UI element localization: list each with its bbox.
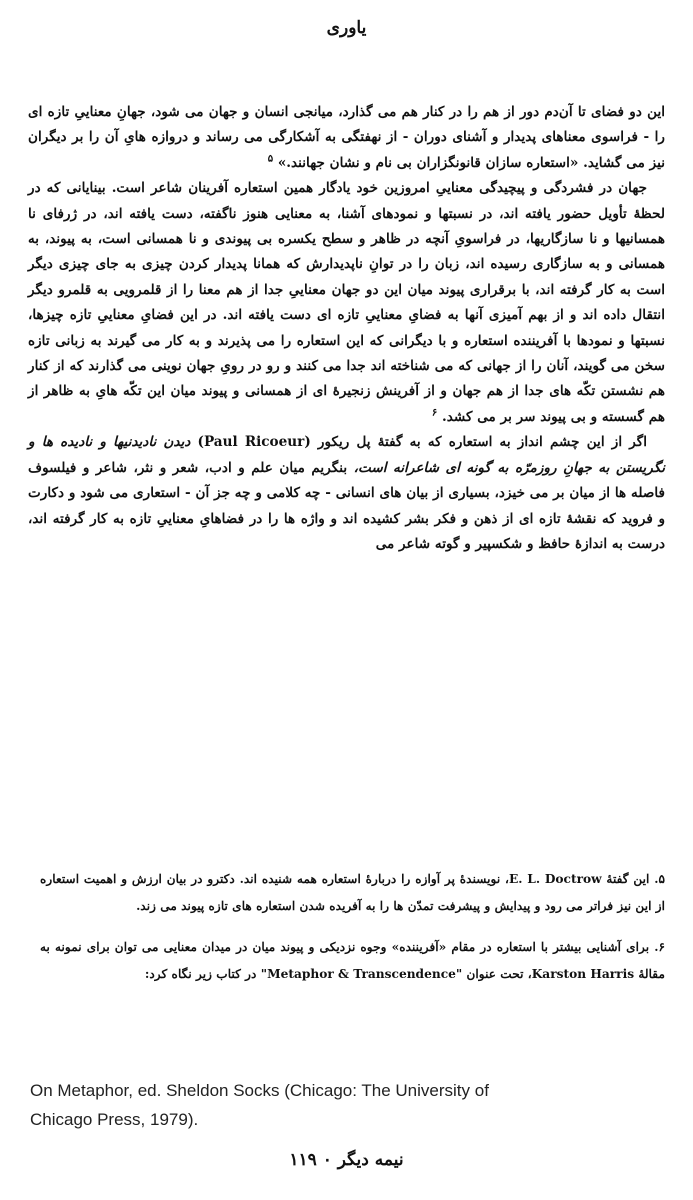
line: در فراسویِ آنچه در ظاهر و سطح یکسره بی پیوندی و نا همسانی است، به پیوند، به <box>28 231 520 248</box>
footnote-line: ۵. این گفتهٔ E. L. Doctrow، نویسندهٔ پر آوازه را دربارهٔ استعاره همه شنیده اند. دکترو در بیان <box>166 872 666 886</box>
footnote-marker: ۵ <box>267 153 274 165</box>
line: می کنند و رو در رویِ جهان نوینی می گذارند که از کنار هم نشستن تکّه های جدا از <box>28 358 665 400</box>
biblio-line: Chicago Press, 1979). <box>30 1110 199 1129</box>
footnote-line: ۶. برای آشنایی بیشتر با استعاره در مقام «آفریننده» وجوه نزدیکی و پیوند میان در میدان معنایی <box>163 940 665 954</box>
line: اگر از این چشم انداز به استعاره که به گفتهٔ پل ریکور (Paul Ricoeur) <box>197 434 647 451</box>
line: گسسته و بی پیوند سر بر می کشد. <box>442 408 645 425</box>
line: و فروید که نقشهٔ تازه ای از ذهن و فکر بشر کشیده اند و واژه ها را در فضاهایِ <box>199 510 666 527</box>
line: معناییِ تازه به کار گرفته اند، درست به اندازهٔ حافظ و شکسپیر و گوته شاعر می <box>28 510 665 552</box>
line: نسبتها و نمودها با آفریننده استعاره و با دیگرانی که این استعاره را می پذیرند و به <box>188 332 666 349</box>
footnote-5 <box>40 866 665 920</box>
line: شود، جهانِ معناییِ تازه ای را - فراسوی معناهای پدیدار و آشنای دوران - از <box>28 104 665 146</box>
bibliography-reference <box>30 1076 670 1134</box>
footnote-line: Transcendence" در کتاب زیر نگاه کرد: <box>144 967 456 981</box>
footnote-line: می توان برای نمونه به مقالهٔ Karston Harris، تحت عنوان "Metaphor & <box>40 940 665 981</box>
line: آشنا، به معنایی هنوز ناگفته، دست یافته اند، در ژرفای نا همسانیها و نا سازگاریها، <box>28 205 665 248</box>
line: «استعاره سازان قانونگزاران بی نام و نشان جهانند.» <box>277 154 579 171</box>
line: آفرینان شاعر است. بینایانی که در لحظهٔ تأویل حضور یافته اند، در نسبتها و نمودهای <box>28 180 665 222</box>
footnote-line: ارزش و اهمیت استعاره از این نیز فراتر می رود و پیدایش و پیشرفت تمدّن ها را به آفریده شدن <box>40 872 665 913</box>
footnote-marker: ۶ <box>431 407 438 419</box>
footnotes <box>40 866 665 988</box>
footnote-6 <box>40 934 665 988</box>
line: این دو فضای تا آن‌دم دور از هم را در کنار هم می گذارد، میانجی انسان و جهان می <box>184 104 666 120</box>
paragraph-2 <box>28 176 665 430</box>
line: چیزی به جای چیزی دیگر است به کار گرفته اند، با برقراری پیوند میان این دو جهان <box>28 256 666 298</box>
line: معناییِ جدا از هم معنا را از قلمرویی به قلمرو دیگر انتقال داده اند و از بهم آمیزی <box>28 281 665 324</box>
line: همسانی و به سازگاری رسیده اند، زبان را در توانِ ناپدیدارش که همانا پدیدار کردن <box>178 256 666 273</box>
line: آنها به فضایِ معناییِ تازه ای دست یافته اند. در این فضایِ معناییِ تازه چیزها، <box>28 307 483 324</box>
line: کار می گیرند به زبانی تازه سخن می گویند، آنان را از جهانی که می شناخته اند جدا <box>28 332 666 375</box>
footnote-line: استعاره های تازه پیوند می زند. <box>136 899 296 913</box>
line: هم جهان و از آفرینش زنجیرهٔ ای از همسانی و پیوند میان این تکّه هایِ به ظاهر از هم <box>28 383 665 425</box>
line: نهفتگی به آشکارگی می رساند و دروازه هایِ آن را بر دیگران نیز می گشاید. <box>28 129 665 171</box>
line: بسیاری از بیان های انسانی - چه کلامی و چه جز آن - استعاری می شود و دکارت <box>28 485 490 502</box>
line: دیدن نادیدنیها و نادیده ها و نگریستن به جهانِ روزمرّه به گونه ای شاعرانه است، <box>28 434 665 476</box>
main-text <box>28 100 665 557</box>
paragraph-1 <box>28 100 665 176</box>
biblio-line: On Metaphor, ed. Sheldon Socks (Chicago: The University of <box>30 1081 489 1100</box>
page-footer: نیمه دیگر ۰ ۱۱۹ <box>289 1150 404 1170</box>
paragraph-3 <box>28 430 665 557</box>
running-header: یاوری <box>326 18 367 38</box>
line: جهان در فشردگی و پیچیدگی معناییِ امروزین خود یادگار همین استعاره <box>234 180 647 197</box>
line: بنگریم میان علم و ادب، شعر و نثر، شاعر و فیلسوف فاصله ها از میان بر می خیزد، <box>28 459 665 502</box>
